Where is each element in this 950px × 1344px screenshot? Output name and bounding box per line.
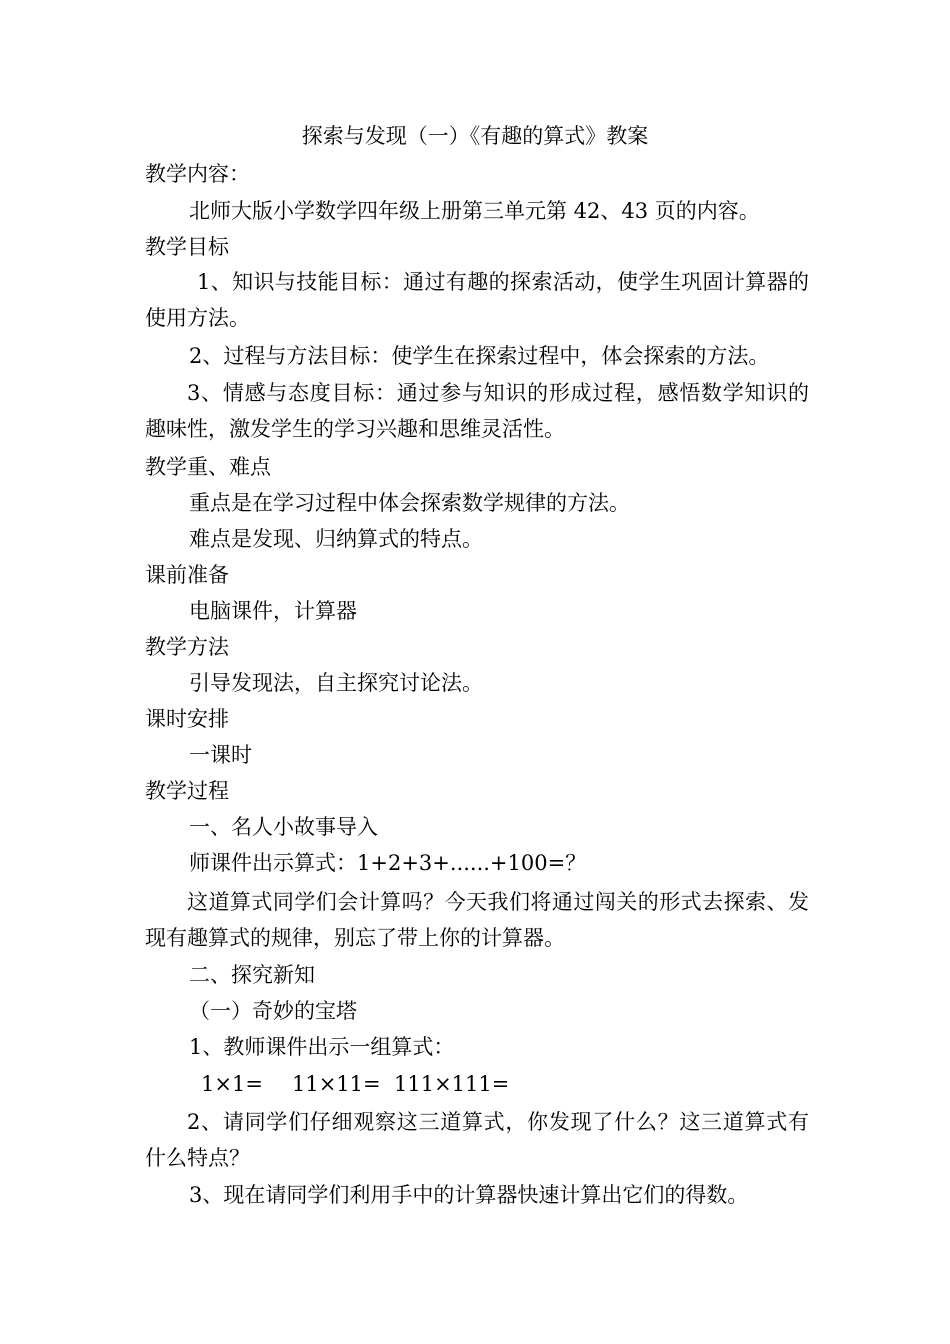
content-text: 北师大版小学数学四年级上册第三单元第 42、43 页的内容。 — [189, 199, 760, 223]
heading-preparation: 课前准备 — [145, 563, 229, 587]
heading-process: 教学过程 — [145, 779, 229, 803]
heading-method: 教学方法 — [145, 635, 229, 659]
step-1-formula: 师课件出示算式：1+2+3+......+100=？ — [189, 851, 587, 875]
step-2-item-3: 3、现在请同学们利用手中的计算器快速计算出它们的得数。 — [189, 1183, 749, 1207]
step-1-heading: 一、名人小故事导入 — [189, 815, 378, 839]
heading-goals: 教学目标 — [145, 235, 229, 259]
step-2-item-1: 1、教师课件出示一组算式： — [189, 1035, 455, 1059]
preparation-text: 电脑课件，计算器 — [189, 599, 357, 623]
step-2-heading: 二、探究新知 — [189, 963, 315, 987]
step-1-text: 这道算式同学们会计算吗？今天我们将通过闯关的形式去探索、发现有趣算式的规律，别忘了带上你的计算器。 — [145, 890, 809, 950]
goal-1: 1、知识与技能目标：通过有趣的探索活动，使学生巩固计算器的使用方法。 — [145, 270, 809, 330]
key-point: 重点是在学习过程中体会探索数学规律的方法。 — [189, 491, 630, 515]
heading-content: 教学内容： — [145, 162, 250, 186]
heading-key-points: 教学重、难点 — [145, 455, 271, 479]
formula-b: 11×11= — [292, 1072, 381, 1096]
formula-a: 1×1= — [201, 1072, 263, 1096]
goal-2: 2、过程与方法目标：使学生在探索过程中，体会探索的方法。 — [189, 344, 770, 368]
document-title: 探索与发现（一）《有趣的算式》教案 — [301, 124, 649, 148]
formula-c: 111×111= — [394, 1072, 510, 1096]
difficult-point: 难点是发现、归纳算式的特点。 — [189, 527, 483, 551]
schedule-text: 一课时 — [189, 743, 252, 767]
method-text: 引导发现法，自主探究讨论法。 — [189, 671, 483, 695]
goal-3: 3、情感与态度目标：通过参与知识的形成过程，感悟数学知识的趣味性，激发学生的学习兴趣和思维灵活性。 — [145, 381, 809, 441]
step-2-subheading: （一）奇妙的宝塔 — [189, 999, 357, 1023]
step-2-item-2: 2、请同学们仔细观察这三道算式，你发现了什么？这三道算式有什么特点？ — [145, 1110, 809, 1170]
heading-schedule: 课时安排 — [145, 707, 229, 731]
